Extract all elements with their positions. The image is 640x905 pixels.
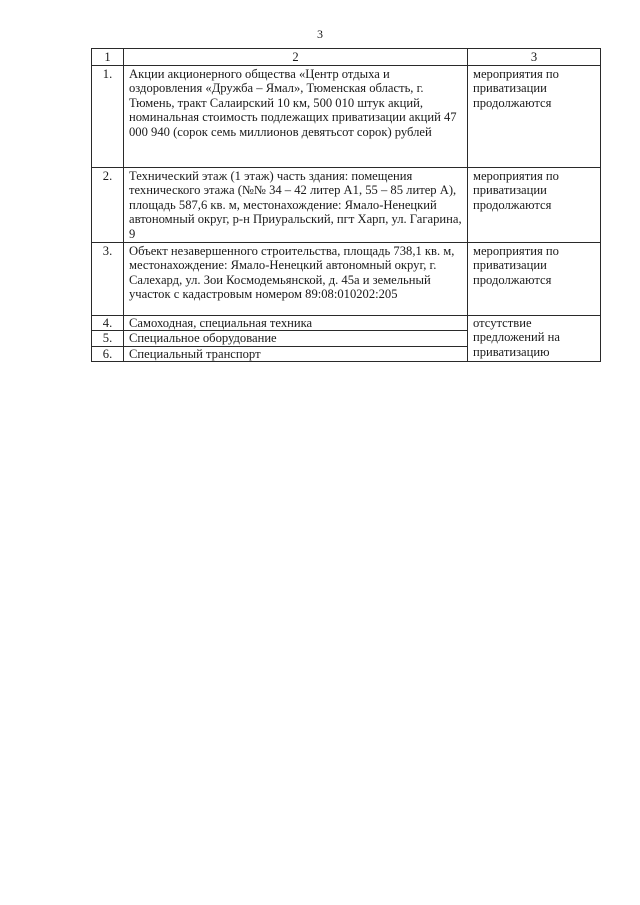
- row-status: мероприятия по приватизации продолжаются: [468, 242, 601, 315]
- table-row: [92, 65, 601, 167]
- row-description: Акции акционерного общества «Центр отдыха и оздоровления «Дружба – Ямал», Тюменская область, г. Тюмень, тракт Салаирский 10 км, 500 010 штук акций, номинальная стоимость подлежащих приватизации акций 47 000 940 (сорок семь миллионов девятьсот сорок) рублей: [124, 65, 468, 167]
- row-description: Самоходная, специальная техника: [124, 315, 468, 331]
- header-cell-1: 1: [92, 49, 124, 66]
- row-number: 2.: [92, 167, 124, 242]
- row-number: 5.: [92, 331, 124, 347]
- row-number: 3.: [92, 242, 124, 315]
- merged-status-cell: отсутствие предложений на приватизацию: [468, 315, 601, 362]
- row-description: Технический этаж (1 этаж) часть здания: помещения технического этажа (№№ 34 – 42 литер А1, 55 – 85 литер А), площадь 587,6 кв. м, местонахождение: Ямало-Ненецкий автономный округ, р-н Приуральский, пгт Харп, ул. Гагарина, 9: [124, 167, 468, 242]
- page-number: 3: [317, 27, 323, 41]
- table-row: [92, 242, 601, 315]
- row-status: мероприятия по приватизации продолжаются: [468, 167, 601, 242]
- row-description: Объект незавершенного строительства, площадь 738,1 кв. м, местонахождение: Ямало-Ненецкий автономный округ, г. Салехард, ул. Зои Космодемьянской, д. 45а и земельный участок с кадастровым номером 89:08:010202:205: [124, 242, 468, 315]
- row-status: мероприятия по приватизации продолжаются: [468, 65, 601, 167]
- row-number: 4.: [92, 315, 124, 331]
- header-cell-3: 3: [468, 49, 601, 66]
- header-cell-2: 2: [124, 49, 468, 66]
- row-description: Специальный транспорт: [124, 346, 468, 362]
- row-number: 1.: [92, 65, 124, 167]
- row-description: Специальное оборудование: [124, 331, 468, 347]
- table-row: [92, 315, 601, 331]
- table-row: [92, 167, 601, 242]
- row-number: 6.: [92, 346, 124, 362]
- table-header-row: [92, 49, 601, 66]
- property-table: [91, 48, 601, 362]
